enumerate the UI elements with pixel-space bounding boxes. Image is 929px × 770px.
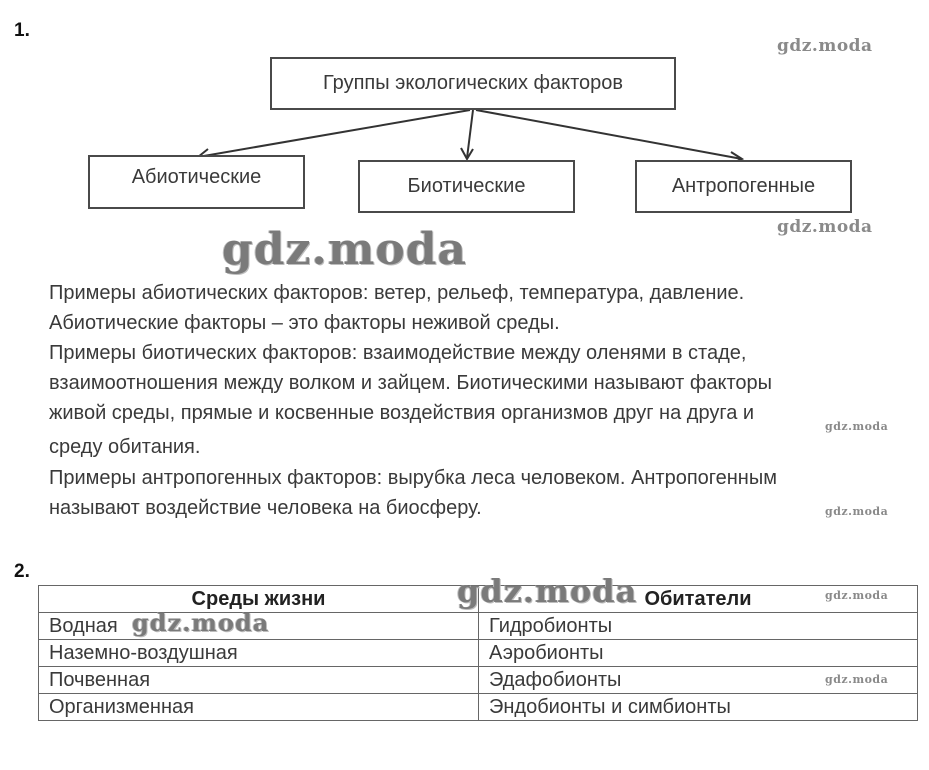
cell-inhabitants: Эдафобионты: [479, 667, 918, 694]
watermark-big-3: gdz.moda: [132, 608, 270, 637]
watermark-big-1: gdz.moda: [222, 224, 468, 275]
cell-environment: Почвенная: [39, 667, 479, 694]
cell-inhabitants: Гидробионты: [479, 613, 918, 640]
task-1-number: 1.: [14, 20, 30, 41]
box-abiotic: [88, 155, 305, 209]
arrow-to-abiotic: [198, 110, 470, 157]
paragraph-line-1: Примеры абиотических факторов: ветер, рельеф, температура, давление.: [49, 282, 745, 304]
paragraph-line-4: взаимоотношения между волком и зайцем. Биотическими называют факторы: [49, 372, 772, 394]
box-anthropogenic-label: Антропогенные: [671, 175, 816, 197]
cell-inhabitants: Аэробионты: [479, 640, 918, 667]
task-2-number: 2.: [14, 561, 30, 582]
watermark-big-2: gdz.moda: [457, 572, 638, 610]
cell-environment: Наземно-воздушная: [39, 640, 479, 667]
root-box-ecological-factors: [270, 57, 676, 110]
table-row: [39, 667, 918, 694]
box-biotic-label: Биотические: [407, 175, 526, 197]
table-row: [39, 640, 918, 667]
paragraph-line-5: живой среды, прямые и косвенные воздействия организмов друг на друга и: [49, 402, 755, 424]
watermark-2: gdz.moda: [777, 217, 873, 237]
cell-inhabitants: Эндобионты и симбионты: [479, 694, 918, 721]
paragraph-line-2: Абиотические факторы – это факторы неживой среды.: [49, 312, 560, 334]
watermark-3: gdz.moda: [825, 420, 889, 433]
cell-environment: Водная: [39, 613, 479, 640]
box-biotic: [358, 160, 575, 213]
watermark-4: gdz.moda: [825, 505, 889, 518]
box-abiotic-label: Абиотические: [131, 165, 262, 188]
watermark-1: gdz.moda: [777, 36, 873, 56]
header-environments: Среды жизни: [39, 586, 479, 613]
watermark-5: gdz.moda: [825, 589, 889, 602]
root-box-label: Группы экологических факторов: [322, 72, 624, 94]
paragraph-line-6: среду обитания.: [49, 436, 201, 458]
table-row: [39, 694, 918, 721]
box-anthropogenic: [635, 160, 852, 213]
watermark-6: gdz.moda: [825, 673, 889, 686]
paragraph-line-3: Примеры биотических факторов: взаимодействие между оленями в стаде,: [49, 342, 747, 364]
cell-environment: Организменная: [39, 694, 479, 721]
header-inhabitants: Обитатели: [479, 586, 918, 613]
arrow-to-anthropogenic: [476, 110, 742, 159]
paragraph-line-8: называют воздействие человека на биосферу.: [49, 497, 482, 519]
paragraph-line-7: Примеры антропогенных факторов: вырубка леса человеком. Антропогенным: [49, 467, 777, 489]
